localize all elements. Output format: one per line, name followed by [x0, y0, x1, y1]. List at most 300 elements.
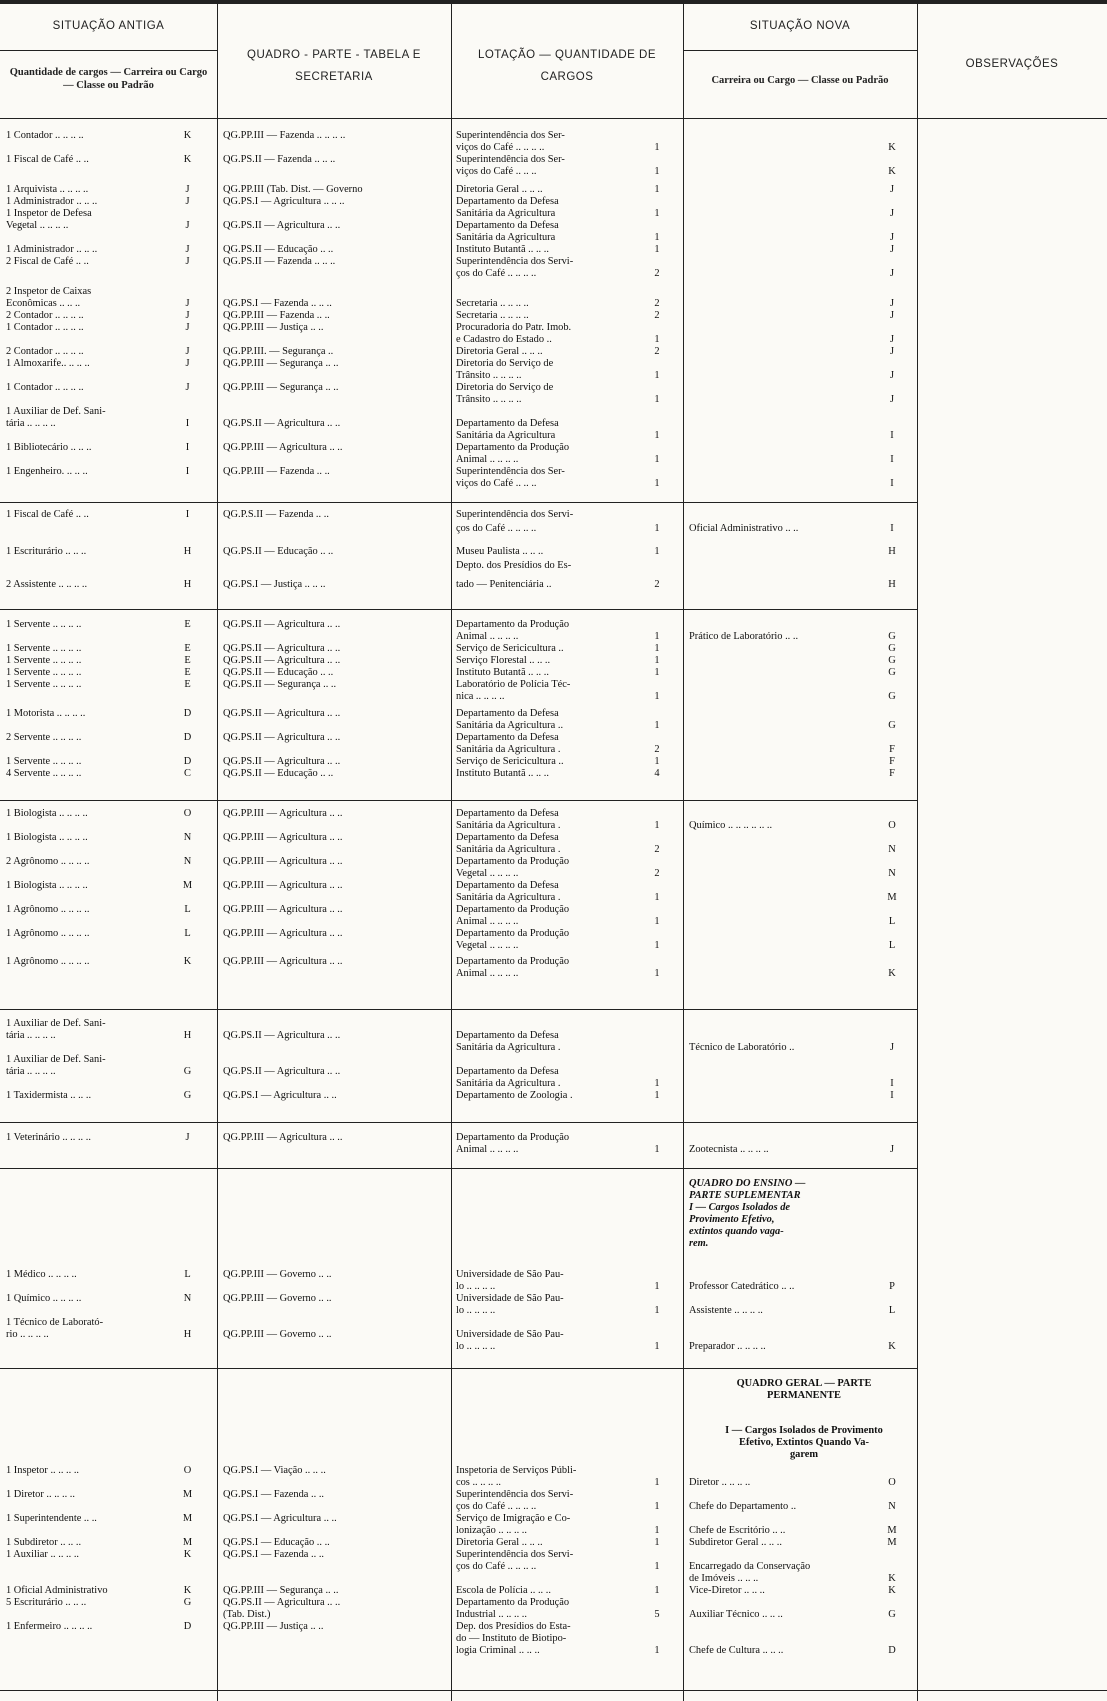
lotacao-texto-cell: Serviço de Sericicultura ..	[456, 756, 564, 767]
lotacao-quantidade-cell: 1	[654, 916, 660, 927]
lotacao-texto-cell: Animal .. .. .. ..	[456, 916, 519, 927]
section-heading: extintos quando vaga-	[689, 1226, 784, 1237]
antiga-cargo-cell: 1 Auxiliar de Def. Sani-	[6, 1054, 106, 1065]
quadro-tabela-cell: QG.PS.I — Fazenda .. .. ..	[223, 298, 332, 309]
nova-classe-cell: F	[889, 768, 895, 779]
nova-classe-cell: K	[888, 968, 896, 979]
lotacao-texto-cell: Departamento da Produção	[456, 442, 570, 453]
nova-classe-cell: G	[888, 691, 896, 702]
nova-classe-cell: O	[888, 820, 896, 831]
lotacao-quantidade-cell: 1	[654, 968, 660, 979]
antiga-classe-cell: H	[183, 1329, 192, 1340]
quadro-tabela-cell: QG.PS.II — Educação .. ..	[223, 667, 334, 678]
quadro-tabela-cell: (Tab. Dist.)	[223, 1609, 271, 1620]
section-rule	[0, 1122, 917, 1123]
quadro-tabela-cell: QG.PP.III — Fazenda .. ..	[223, 310, 330, 321]
nova-classe-cell: F	[889, 744, 895, 755]
nova-classe-cell: I	[890, 454, 894, 465]
header-rule	[683, 50, 917, 51]
lotacao-texto-cell: Sanitária da Agricultura .	[456, 744, 561, 755]
nova-cargo-cell: Subdiretor Geral .. .. ..	[689, 1537, 782, 1548]
quadro-tabela-cell: QG.PP.III — Fazenda .. ..	[223, 466, 330, 477]
nova-classe-cell: H	[888, 546, 896, 557]
nova-classe-cell: N	[888, 868, 896, 879]
lotacao-texto-cell: Procuradoria do Patr. Imob.	[456, 322, 572, 333]
section-heading: rem.	[689, 1238, 709, 1249]
antiga-cargo-cell: 1 Contador .. .. .. ..	[6, 130, 84, 141]
quadro-tabela-cell: QG.PP.III — Governo .. ..	[223, 1329, 332, 1340]
lotacao-texto-cell: Superintendência dos Ser-	[456, 130, 565, 141]
nova-classe-cell: M	[887, 1525, 897, 1536]
antiga-classe-cell: L	[184, 904, 191, 915]
antiga-cargo-cell: 2 Contador .. .. .. ..	[6, 310, 84, 321]
header-antiga-subtitle: Quantidade de cargos — Carreira ou Cargo — Classe ou Padrão	[9, 67, 208, 91]
lotacao-texto-cell: Departamento da Produção	[456, 619, 570, 630]
lotacao-texto-cell: Sanitária da Agricultura .	[456, 1078, 561, 1089]
quadro-tabela-cell: QG.PP.III — Agricultura .. ..	[223, 928, 343, 939]
lotacao-quantidade-cell: 2	[654, 844, 660, 855]
lotacao-texto-cell: Serviço de Imigração e Co-	[456, 1513, 571, 1524]
section-rule	[0, 609, 917, 610]
lotacao-texto-cell: Inspetoria de Serviços Públi-	[456, 1465, 577, 1476]
antiga-cargo-cell: 1 Enfermeiro .. .. .. ..	[6, 1621, 93, 1632]
lotacao-texto-cell: cos .. .. .. ..	[456, 1477, 502, 1488]
lotacao-texto-cell: Serviço Florestal .. .. ..	[456, 655, 551, 666]
lotacao-quantidade-cell: 1	[654, 655, 660, 666]
section-heading: PARTE SUPLEMENTAR	[689, 1190, 801, 1201]
antiga-classe-cell: H	[183, 579, 192, 590]
header-nova-subtitle: Carreira ou Cargo — Classe ou Padrão	[711, 75, 889, 86]
lotacao-quantidade-cell: 1	[654, 1585, 660, 1596]
antiga-classe-cell: E	[184, 619, 191, 630]
quadro-tabela-cell: QG.PS.I — Fazenda .. ..	[223, 1489, 325, 1500]
lotacao-quantidade-cell: 1	[654, 1525, 660, 1536]
antiga-classe-cell: J	[185, 322, 190, 333]
lotacao-texto-cell: Animal .. .. .. ..	[456, 631, 519, 642]
quadro-tabela-cell: QG.PP.III — Agricultura .. ..	[223, 904, 343, 915]
lotacao-texto-cell: Departamento da Defesa	[456, 418, 559, 429]
lotacao-quantidade-cell: 4	[654, 768, 660, 779]
quadro-tabela-cell: QG.PP.III — Agricultura .. ..	[223, 856, 343, 867]
lotacao-quantidade-cell: 2	[654, 346, 660, 357]
nova-classe-cell: J	[889, 232, 895, 243]
lotacao-texto-cell: Escola de Polícia .. .. ..	[456, 1585, 551, 1596]
antiga-cargo-cell: 1 Agrônomo .. .. .. ..	[6, 956, 90, 967]
antiga-classe-cell: M	[182, 880, 193, 891]
header-bottom-rule	[0, 118, 1107, 119]
antiga-cargo-cell: 1 Agrônomo .. .. .. ..	[6, 904, 90, 915]
antiga-classe-cell: J	[185, 1132, 190, 1143]
lotacao-texto-cell: Departamento da Produção	[456, 1597, 570, 1608]
antiga-classe-cell: I	[185, 442, 190, 453]
quadro-tabela-cell: QG.PS.II — Segurança .. ..	[223, 679, 337, 690]
nova-classe-cell: M	[887, 1537, 897, 1548]
lotacao-texto-cell: Animal .. .. .. ..	[456, 454, 519, 465]
nova-classe-cell: K	[888, 142, 896, 153]
lotacao-texto-cell: lo .. .. .. ..	[456, 1305, 496, 1316]
lotacao-texto-cell: ços do Café .. .. .. ..	[456, 523, 537, 534]
nova-classe-cell: K	[888, 166, 896, 177]
lotacao-texto-cell: ços do Café .. .. .. ..	[456, 1561, 537, 1572]
bottom-rule	[0, 1690, 1107, 1691]
antiga-classe-cell: J	[185, 358, 190, 369]
lotacao-quantidade-cell: 1	[654, 756, 660, 767]
antiga-cargo-cell: 1 Contador .. .. .. ..	[6, 382, 84, 393]
antiga-cargo-cell: 1 Auxiliar de Def. Sani-	[6, 1018, 106, 1029]
header-observacoes: OBSERVAÇÕES	[965, 58, 1059, 70]
lotacao-texto-cell: Vegetal .. .. .. ..	[456, 940, 519, 951]
lotacao-texto-cell: Animal .. .. .. ..	[456, 968, 519, 979]
lotacao-quantidade-cell: 1	[654, 940, 660, 951]
lotacao-quantidade-cell: 1	[654, 1501, 660, 1512]
antiga-cargo-cell: 1 Veterinário .. .. .. ..	[6, 1132, 91, 1143]
antiga-cargo-cell: 5 Escriturário .. .. ..	[6, 1597, 87, 1608]
lotacao-texto-cell: Sanitária da Agricultura .	[456, 844, 561, 855]
antiga-classe-cell: J	[185, 196, 190, 207]
nova-classe-cell: P	[889, 1281, 895, 1292]
quadro-tabela-cell: QG.PP.III — Agricultura .. ..	[223, 442, 343, 453]
lotacao-texto-cell: Departamento da Defesa	[456, 1066, 559, 1077]
lotacao-texto-cell: Sanitária da Agricultura .	[456, 820, 561, 831]
lotacao-texto-cell: Laboratório de Polícia Téc-	[456, 679, 571, 690]
nova-classe-cell: J	[889, 310, 895, 321]
lotacao-quantidade-cell: 1	[654, 430, 660, 441]
antiga-cargo-cell: 2 Assistente .. .. .. ..	[6, 579, 88, 590]
lotacao-texto-cell: Animal .. .. .. ..	[456, 1144, 519, 1155]
nova-cargo-cell: Zootecnista .. .. .. ..	[689, 1144, 769, 1155]
antiga-cargo-cell: 1 Médico .. .. .. ..	[6, 1269, 77, 1280]
lotacao-texto-cell: Departamento da Produção	[456, 904, 570, 915]
lotacao-texto-cell: Superintendência dos Servi-	[456, 509, 574, 520]
quadro-tabela-cell: QG.PS.I — Fazenda .. ..	[223, 1549, 325, 1560]
nova-cargo-cell: Vice-Diretor .. .. ..	[689, 1585, 765, 1596]
lotacao-texto-cell: nica .. .. .. ..	[456, 691, 505, 702]
nova-cargo-cell: Prático de Laboratório .. ..	[689, 631, 799, 642]
nova-cargo-cell: de Imóveis .. .. ..	[689, 1573, 759, 1584]
antiga-classe-cell: M	[182, 1537, 193, 1548]
lotacao-quantidade-cell: 1	[654, 142, 660, 153]
lotacao-texto-cell: Departamento da Defesa	[456, 1030, 559, 1041]
nova-classe-cell: K	[888, 1341, 896, 1352]
lotacao-texto-cell: e Cadastro do Estado ..	[456, 334, 552, 345]
header-rule	[0, 50, 217, 51]
nova-classe-cell: O	[888, 1477, 896, 1488]
lotacao-texto-cell: Diretoria Geral .. .. ..	[456, 1537, 543, 1548]
antiga-cargo-cell: 2 Contador .. .. .. ..	[6, 346, 84, 357]
nova-classe-cell: D	[888, 1645, 896, 1656]
lotacao-quantidade-cell: 1	[654, 1305, 660, 1316]
lotacao-texto-cell: Departamento da Produção	[456, 956, 570, 967]
lotacao-quantidade-cell: 1	[654, 1477, 660, 1488]
lotacao-texto-cell: Dep. dos Presídios do Esta-	[456, 1621, 571, 1632]
nova-classe-cell: G	[888, 631, 896, 642]
nova-classe-cell: J	[889, 298, 895, 309]
nova-classe-cell: J	[889, 346, 895, 357]
antiga-cargo-cell: 1 Inspetor de Defesa	[6, 208, 92, 219]
antiga-cargo-cell: 1 Subdiretor .. .. ..	[6, 1537, 82, 1548]
antiga-cargo-cell: tária .. .. .. ..	[6, 1066, 56, 1077]
lotacao-quantidade-cell: 2	[654, 868, 660, 879]
antiga-cargo-cell: 1 Motorista .. .. .. ..	[6, 708, 86, 719]
antiga-cargo-cell: 1 Fiscal de Café .. ..	[6, 154, 89, 165]
section-heading: QUADRO GERAL — PARTE	[736, 1378, 872, 1389]
lotacao-quantidade-cell: 1	[654, 892, 660, 903]
top-rule	[0, 0, 1107, 4]
lotacao-quantidade-cell: 2	[654, 268, 660, 279]
lotacao-quantidade-cell: 1	[654, 208, 660, 219]
quadro-tabela-cell: QG.PP.III — Agricultura .. ..	[223, 880, 343, 891]
nova-classe-cell: N	[888, 844, 896, 855]
lotacao-texto-cell: Instituto Butantã .. .. ..	[456, 244, 549, 255]
section-rule	[0, 502, 917, 503]
column-divider	[217, 4, 218, 1701]
nova-cargo-cell: Preparador .. .. .. ..	[689, 1341, 766, 1352]
lotacao-quantidade-cell: 1	[654, 334, 660, 345]
antiga-cargo-cell: 1 Químico .. .. .. ..	[6, 1293, 82, 1304]
lotacao-texto-cell: lo .. .. .. ..	[456, 1281, 496, 1292]
lotacao-texto-cell: do — Instituto de Biotipo-	[456, 1633, 567, 1644]
lotacao-texto-cell: Diretoria Geral .. .. ..	[456, 346, 543, 357]
lotacao-texto-cell: Trânsito .. .. .. ..	[456, 370, 522, 381]
lotacao-texto-cell: Departamento da Produção	[456, 928, 570, 939]
antiga-classe-cell: K	[183, 130, 192, 141]
lotacao-quantidade-cell: 1	[654, 1090, 660, 1101]
quadro-tabela-cell: QG.PP.III (Tab. Dist. — Governo	[223, 184, 363, 195]
antiga-classe-cell: L	[184, 1269, 191, 1280]
antiga-cargo-cell: 2 Fiscal de Café .. ..	[6, 256, 89, 267]
lotacao-texto-cell: Departamento da Defesa	[456, 196, 559, 207]
antiga-cargo-cell: 1 Agrônomo .. .. .. ..	[6, 928, 90, 939]
antiga-classe-cell: G	[183, 1066, 192, 1077]
antiga-cargo-cell: 1 Fiscal de Café .. ..	[6, 509, 89, 520]
antiga-cargo-cell: 1 Servente .. .. .. ..	[6, 655, 82, 666]
antiga-cargo-cell: 1 Superintendente .. ..	[6, 1513, 97, 1524]
antiga-classe-cell: I	[185, 466, 190, 477]
nova-classe-cell: I	[890, 1090, 894, 1101]
nova-cargo-cell: Técnico de Laboratório ..	[689, 1042, 795, 1053]
quadro-tabela-cell: QG.P.S.II — Fazenda .. ..	[223, 509, 329, 520]
antiga-classe-cell: O	[183, 1465, 192, 1476]
nova-classe-cell: I	[890, 430, 894, 441]
quadro-tabela-cell: QG.PP.III — Agricultura .. ..	[223, 1132, 343, 1143]
lotacao-quantidade-cell: 1	[654, 523, 660, 534]
lotacao-texto-cell: Superintendência dos Servi-	[456, 1489, 574, 1500]
quadro-tabela-cell: QG.PS.II — Educação .. ..	[223, 768, 334, 779]
antiga-classe-cell: E	[184, 679, 191, 690]
antiga-classe-cell: L	[184, 928, 191, 939]
lotacao-quantidade-cell: 2	[654, 579, 660, 590]
antiga-cargo-cell: 1 Almoxarife.. .. .. ..	[6, 358, 90, 369]
quadro-tabela-cell: QG.PS.I — Viação .. .. ..	[223, 1465, 326, 1476]
nova-classe-cell: F	[889, 756, 895, 767]
antiga-classe-cell: D	[183, 1621, 192, 1632]
lotacao-texto-cell: Sanitária da Agricultura	[456, 430, 556, 441]
antiga-classe-cell: H	[183, 1030, 192, 1041]
antiga-cargo-cell: 1 Biologista .. .. .. ..	[6, 832, 88, 843]
lotacao-texto-cell: ços do Café .. .. .. ..	[456, 268, 537, 279]
antiga-classe-cell: C	[184, 768, 191, 779]
lotacao-texto-cell: Depto. dos Presídios do Es-	[456, 560, 572, 571]
antiga-classe-cell: J	[185, 346, 190, 357]
quadro-tabela-cell: QG.PP.III — Segurança .. ..	[223, 382, 339, 393]
antiga-classe-cell: J	[185, 256, 190, 267]
lotacao-texto-cell: Sanitária da Agricultura	[456, 208, 556, 219]
lotacao-quantidade-cell: 1	[654, 720, 660, 731]
lotacao-quantidade-cell: 1	[654, 478, 660, 489]
quadro-tabela-cell: QG.PS.II — Agricultura .. ..	[223, 756, 341, 767]
section-heading: PERMANENTE	[767, 1390, 841, 1401]
lotacao-quantidade-cell: 1	[654, 1281, 660, 1292]
antiga-classe-cell: E	[184, 643, 191, 654]
lotacao-quantidade-cell: 2	[654, 298, 660, 309]
lotacao-quantidade-cell: 1	[654, 1341, 660, 1352]
lotacao-texto-cell: Departamento da Defesa	[456, 732, 559, 743]
antiga-cargo-cell: 1 Taxidermista .. .. ..	[6, 1090, 92, 1101]
antiga-classe-cell: J	[185, 310, 190, 321]
nova-classe-cell: K	[888, 1573, 896, 1584]
quadro-tabela-cell: QG.PS.II — Agricultura .. ..	[223, 220, 341, 231]
quadro-tabela-cell: QG.PP.III — Governo .. ..	[223, 1293, 332, 1304]
lotacao-texto-cell: Trânsito .. .. .. ..	[456, 394, 522, 405]
nova-classe-cell: L	[888, 940, 896, 951]
nova-cargo-cell: Oficial Administrativo .. ..	[689, 523, 799, 534]
header-situacao-antiga: SITUAÇÃO ANTIGA	[52, 20, 165, 32]
antiga-cargo-cell: 1 Administrador .. .. ..	[6, 244, 98, 255]
antiga-cargo-cell: 1 Diretor .. .. .. ..	[6, 1489, 75, 1500]
nova-classe-cell: J	[889, 268, 895, 279]
nova-classe-cell: G	[888, 655, 896, 666]
antiga-cargo-cell: 1 Administrador .. .. ..	[6, 196, 98, 207]
section-heading: garem	[789, 1449, 819, 1460]
antiga-classe-cell: J	[185, 244, 190, 255]
quadro-tabela-cell: QG.PS.II — Agricultura .. ..	[223, 1030, 341, 1041]
quadro-tabela-cell: QG.PS.I — Educação .. ..	[223, 1537, 330, 1548]
nova-classe-cell: H	[888, 579, 896, 590]
antiga-classe-cell: N	[183, 832, 192, 843]
antiga-cargo-cell: 1 Técnico de Laborató-	[6, 1317, 104, 1328]
lotacao-texto-cell: Superintendência dos Ser-	[456, 466, 565, 477]
antiga-classe-cell: E	[184, 667, 191, 678]
quadro-tabela-cell: QG.PS.II — Agricultura .. ..	[223, 643, 341, 654]
quadro-tabela-cell: QG.PS.II — Agricultura .. ..	[223, 1597, 341, 1608]
antiga-cargo-cell: 1 Biologista .. .. .. ..	[6, 808, 88, 819]
quadro-tabela-cell: QG.PS.I — Agricultura .. ..	[223, 1090, 337, 1101]
quadro-tabela-cell: QG.PP.III. — Segurança ..	[223, 346, 334, 357]
antiga-classe-cell: J	[185, 298, 190, 309]
lotacao-quantidade-cell: 1	[654, 1144, 660, 1155]
lotacao-texto-cell: tado — Penitenciária ..	[456, 579, 552, 590]
lotacao-texto-cell: Departamento da Defesa	[456, 808, 559, 819]
lotacao-texto-cell: Serviço de Sericicultura ..	[456, 643, 564, 654]
antiga-classe-cell: I	[185, 509, 190, 520]
section-rule	[0, 1368, 917, 1369]
antiga-classe-cell: K	[183, 1549, 192, 1560]
antiga-classe-cell: N	[183, 1293, 192, 1304]
antiga-classe-cell: J	[185, 184, 190, 195]
lotacao-texto-cell: Secretaria .. .. .. ..	[456, 310, 529, 321]
lotacao-quantidade-cell: 1	[654, 1537, 660, 1548]
lotacao-quantidade-cell: 1	[654, 232, 660, 243]
antiga-classe-cell: O	[183, 808, 192, 819]
nova-classe-cell: J	[889, 1042, 895, 1053]
section-rule	[0, 800, 917, 801]
lotacao-texto-cell: Sanitária da Agricultura .	[456, 1042, 561, 1053]
lotacao-texto-cell: Departamento de Zoologia .	[456, 1090, 573, 1101]
lotacao-texto-cell: Sanitária da Agricultura ..	[456, 720, 564, 731]
lotacao-quantidade-cell: 1	[654, 546, 660, 557]
lotacao-texto-cell: Departamento da Defesa	[456, 708, 559, 719]
antiga-cargo-cell: 1 Servente .. .. .. ..	[6, 619, 82, 630]
nova-cargo-cell: Professor Catedrático .. ..	[689, 1281, 795, 1292]
antiga-classe-cell: M	[182, 1513, 193, 1524]
antiga-cargo-cell: Econômicas .. .. ..	[6, 298, 81, 309]
antiga-classe-cell: N	[183, 856, 192, 867]
antiga-cargo-cell: 1 Servente .. .. .. ..	[6, 679, 82, 690]
antiga-cargo-cell: 1 Escriturário .. .. ..	[6, 546, 87, 557]
section-rule	[0, 1168, 917, 1169]
antiga-cargo-cell: tária .. .. .. ..	[6, 418, 56, 429]
antiga-cargo-cell: tária .. .. .. ..	[6, 1030, 56, 1041]
nova-classe-cell: J	[889, 208, 895, 219]
nova-cargo-cell: Auxiliar Técnico .. .. ..	[689, 1609, 783, 1620]
lotacao-quantidade-cell: 1	[654, 166, 660, 177]
nova-classe-cell: G	[888, 667, 896, 678]
lotacao-texto-cell: Departamento da Produção	[456, 856, 570, 867]
quadro-tabela-cell: QG.PP.III — Segurança .. ..	[223, 358, 339, 369]
lotacao-texto-cell: ços do Café .. .. .. ..	[456, 1501, 537, 1512]
nova-classe-cell: J	[889, 370, 895, 381]
nova-classe-cell: I	[890, 1078, 894, 1089]
lotacao-texto-cell: Secretaria .. .. .. ..	[456, 298, 529, 309]
lotacao-quantidade-cell: 1	[654, 691, 660, 702]
antiga-cargo-cell: 2 Agrônomo .. .. .. ..	[6, 856, 90, 867]
lotacao-texto-cell: Superintendência dos Servi-	[456, 256, 574, 267]
antiga-cargo-cell: 1 Engenheiro. .. .. ..	[6, 466, 88, 477]
quadro-tabela-cell: QG.PP.III — Segurança .. ..	[223, 1585, 339, 1596]
lotacao-quantidade-cell: 2	[654, 744, 660, 755]
antiga-classe-cell: K	[183, 154, 192, 165]
section-rule	[0, 1009, 917, 1010]
antiga-classe-cell: J	[185, 220, 190, 231]
quadro-tabela-cell: QG.PP.III — Justiça .. ..	[223, 1621, 324, 1632]
column-divider	[451, 4, 452, 1701]
nova-classe-cell: K	[888, 1585, 896, 1596]
nova-classe-cell: J	[889, 184, 895, 195]
antiga-cargo-cell: 1 Contador .. .. .. ..	[6, 322, 84, 333]
section-heading: I — Cargos Isolados de	[689, 1202, 791, 1213]
lotacao-texto-cell: viços do Café .. .. .. ..	[456, 142, 545, 153]
lotacao-texto-cell: Departamento da Produção	[456, 1132, 570, 1143]
lotacao-texto-cell: Instituto Butantã .. .. ..	[456, 667, 549, 678]
quadro-tabela-cell: QG.PP.III — Fazenda .. .. .. ..	[223, 130, 346, 141]
quadro-tabela-cell: QG.PP.III — Agricultura .. ..	[223, 832, 343, 843]
antiga-cargo-cell: 1 Servente .. .. .. ..	[6, 643, 82, 654]
nova-classe-cell: J	[889, 334, 895, 345]
lotacao-quantidade-cell: 1	[654, 631, 660, 642]
nova-cargo-cell: Diretor .. .. .. ..	[689, 1477, 751, 1488]
antiga-cargo-cell: 2 Servente .. .. .. ..	[6, 732, 82, 743]
nova-classe-cell: M	[887, 892, 897, 903]
antiga-cargo-cell: 1 Auxiliar .. .. .. ..	[6, 1549, 80, 1560]
lotacao-texto-cell: Departamento da Defesa	[456, 832, 559, 843]
quadro-tabela-cell: QG.PS.II — Agricultura .. ..	[223, 732, 341, 743]
quadro-tabela-cell: QG.PP.III — Justiça .. ..	[223, 322, 324, 333]
section-heading: QUADRO DO ENSINO —	[689, 1178, 806, 1189]
nova-cargo-cell: Chefe de Cultura .. .. ..	[689, 1645, 784, 1656]
lotacao-texto-cell: Superintendência dos Servi-	[456, 1549, 574, 1560]
antiga-classe-cell: E	[184, 655, 191, 666]
quadro-tabela-cell: QG.PP.III — Agricultura .. ..	[223, 808, 343, 819]
